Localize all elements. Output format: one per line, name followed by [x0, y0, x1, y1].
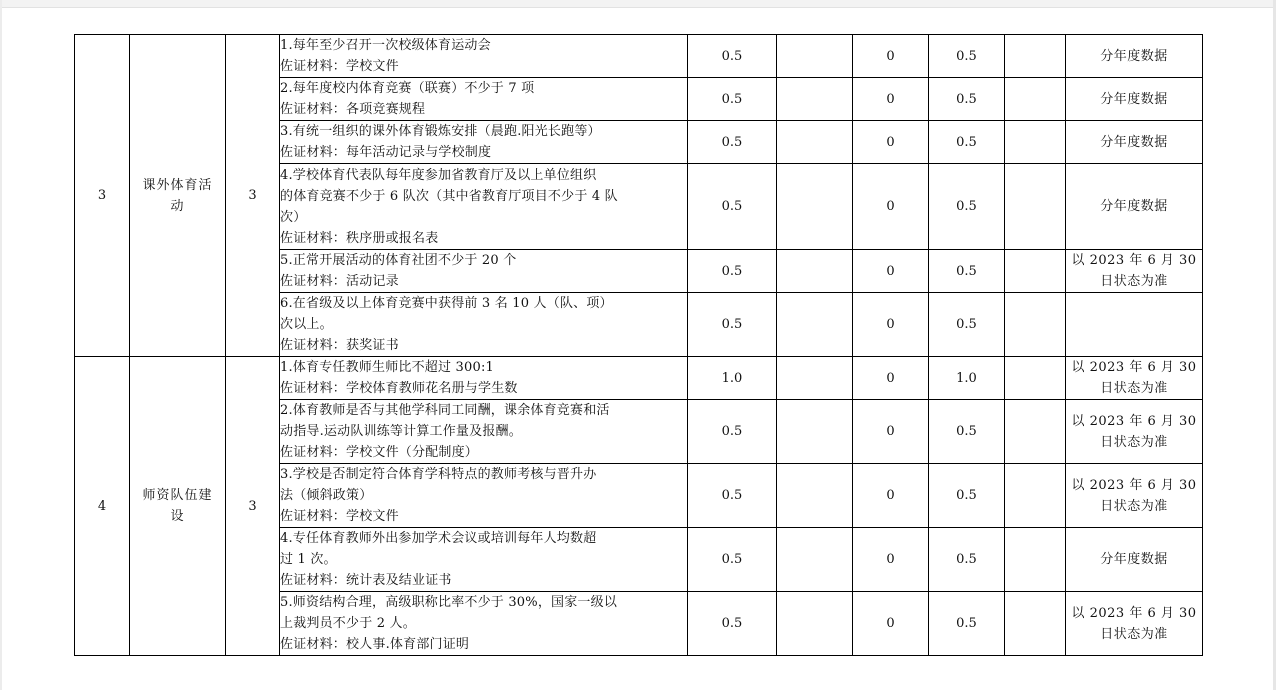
- standard-score-cell: 0.5: [688, 528, 777, 592]
- self-eval-cell: [777, 164, 853, 250]
- deduction-cell: 0: [853, 164, 929, 250]
- remark-cell: [1005, 464, 1066, 528]
- note-cell: [1066, 293, 1203, 357]
- table-row: [75, 357, 1203, 400]
- actual-score-cell: 0.5: [929, 78, 1005, 121]
- criterion-line: 6.在省级及以上体育竞赛中获得前 3 名 10 人（队、项）: [280, 296, 613, 311]
- note-cell: [1066, 464, 1203, 528]
- self-eval-cell: [777, 78, 853, 121]
- criterion-description: [280, 164, 688, 250]
- criterion-description: [280, 35, 688, 78]
- note-line: 分年度数据: [1100, 48, 1168, 64]
- criterion-line: 佐证材料：每年活动记录与学校制度: [280, 145, 492, 160]
- criterion-description: [280, 464, 688, 528]
- actual-score-cell: 0.5: [929, 528, 1005, 592]
- note-line: 日状态为准: [1100, 381, 1168, 396]
- self-eval-cell: [777, 35, 853, 78]
- note-cell: [1066, 121, 1203, 164]
- deduction-cell: 0: [853, 293, 929, 357]
- remark-cell: [1005, 400, 1066, 464]
- note-line: 分年度数据: [1100, 552, 1168, 567]
- criterion-line: 次）: [280, 209, 307, 225]
- criterion-line: 佐证材料：学校文件（分配制度）: [280, 445, 479, 460]
- remark-cell: [1005, 592, 1066, 656]
- self-eval-cell: [777, 250, 853, 293]
- criterion-description: [280, 78, 688, 121]
- self-eval-cell: [777, 357, 853, 400]
- criterion-line: 法（倾斜政策）: [280, 488, 373, 503]
- standard-score-cell: 0.5: [688, 35, 777, 78]
- section-category-line: 动: [170, 198, 185, 214]
- table-body: [75, 35, 1203, 656]
- section-category-line: 师资队伍建: [142, 488, 213, 503]
- criterion-line: 佐证材料：各项竞赛规程: [280, 102, 426, 117]
- criterion-line: 4.专任体育教师外出参加学术会议或培训每年人均数超: [280, 531, 597, 546]
- remark-cell: [1005, 164, 1066, 250]
- criterion-description: [280, 400, 688, 464]
- criterion-line: 佐证材料：活动记录: [280, 274, 399, 289]
- section-score: 3: [226, 35, 280, 357]
- note-cell: [1066, 164, 1203, 250]
- note-cell: [1066, 400, 1203, 464]
- deduction-cell: 0: [853, 250, 929, 293]
- deduction-cell: 0: [853, 121, 929, 164]
- remark-cell: [1005, 121, 1066, 164]
- note-line: 日状态为准: [1100, 498, 1168, 514]
- criterion-line: 2.每年度校内体育竞赛（联赛）不少于 7 项: [280, 81, 535, 96]
- note-line: 以 2023 年 6 月 30: [1071, 413, 1197, 429]
- criterion-description: [280, 250, 688, 293]
- actual-score-cell: 0.5: [929, 400, 1005, 464]
- standard-score-cell: 0.5: [688, 592, 777, 656]
- section-category: [130, 357, 226, 656]
- actual-score-cell: 1.0: [929, 357, 1005, 400]
- self-eval-cell: [777, 464, 853, 528]
- section-category-line: 设: [170, 509, 185, 524]
- section-number: 4: [75, 357, 130, 656]
- criterion-line: 佐证材料：学校文件: [280, 509, 399, 524]
- criterion-line: 上裁判员不少于 2 人。: [280, 616, 416, 631]
- deduction-cell: 0: [853, 35, 929, 78]
- deduction-cell: 0: [853, 78, 929, 121]
- deduction-cell: 0: [853, 400, 929, 464]
- criterion-description: [280, 592, 688, 656]
- evaluation-table: [74, 34, 1203, 656]
- criterion-line: 5.师资结构合理，高级职称比率不少于 30%，国家一级以: [280, 595, 618, 610]
- criterion-line: 动指导.运动队训练等计算工作量及报酬。: [280, 424, 522, 439]
- standard-score-cell: 0.5: [688, 400, 777, 464]
- table-row: [75, 35, 1203, 78]
- deduction-cell: 0: [853, 528, 929, 592]
- note-cell: [1066, 35, 1203, 78]
- remark-cell: [1005, 357, 1066, 400]
- criterion-line: 3.有统一组织的课外体育锻炼安排（晨跑.阳光长跑等）: [280, 124, 601, 139]
- actual-score-cell: 0.5: [929, 35, 1005, 78]
- note-line: 日状态为准: [1100, 434, 1168, 450]
- standard-score-cell: 0.5: [688, 250, 777, 293]
- note-line: 分年度数据: [1100, 199, 1168, 214]
- criterion-line: 4.学校体育代表队每年度参加省教育厅及以上单位组织: [280, 167, 597, 183]
- actual-score-cell: 0.5: [929, 464, 1005, 528]
- criterion-line: 佐证材料：获奖证书: [280, 338, 399, 353]
- criterion-description: [280, 293, 688, 357]
- note-line: 以 2023 年 6 月 30: [1071, 477, 1197, 493]
- criterion-line: 次以上。: [280, 317, 333, 332]
- criterion-line: 佐证材料：秩序册或报名表: [280, 230, 439, 246]
- self-eval-cell: [777, 400, 853, 464]
- remark-cell: [1005, 35, 1066, 78]
- criterion-description: [280, 357, 688, 400]
- criterion-line: 过 1 次。: [280, 552, 337, 567]
- criterion-line: 的体育竞赛不少于 6 队次（其中省教育厅项目不少于 4 队: [280, 188, 618, 204]
- note-line: 以 2023 年 6 月 30: [1071, 605, 1197, 621]
- remark-cell: [1005, 293, 1066, 357]
- remark-cell: [1005, 250, 1066, 293]
- criterion-description: [280, 528, 688, 592]
- criterion-line: 5.正常开展活动的体育社团不少于 20 个: [280, 253, 517, 268]
- criterion-line: 3.学校是否制定符合体育学科特点的教师考核与晋升办: [280, 467, 597, 482]
- self-eval-cell: [777, 528, 853, 592]
- note-cell: [1066, 592, 1203, 656]
- self-eval-cell: [777, 592, 853, 656]
- page-left-edge: [0, 0, 2, 690]
- note-cell: [1066, 528, 1203, 592]
- self-eval-cell: [777, 293, 853, 357]
- deduction-cell: 0: [853, 592, 929, 656]
- self-eval-cell: [777, 121, 853, 164]
- section-category: [130, 35, 226, 357]
- standard-score-cell: 0.5: [688, 293, 777, 357]
- actual-score-cell: 0.5: [929, 164, 1005, 250]
- page-top-edge: [0, 0, 1276, 8]
- note-line: 分年度数据: [1100, 91, 1168, 107]
- note-cell: [1066, 357, 1203, 400]
- section-score: 3: [226, 357, 280, 656]
- standard-score-cell: 1.0: [688, 357, 777, 400]
- criterion-line: 佐证材料：学校文件: [280, 59, 399, 74]
- remark-cell: [1005, 528, 1066, 592]
- actual-score-cell: 0.5: [929, 121, 1005, 164]
- criterion-line: 1.每年至少召开一次校级体育运动会: [280, 38, 491, 53]
- note-line: 以 2023 年 6 月 30: [1071, 253, 1197, 268]
- criterion-line: 佐证材料：校人事.体育部门证明: [280, 637, 470, 652]
- standard-score-cell: 0.5: [688, 121, 777, 164]
- actual-score-cell: 0.5: [929, 293, 1005, 357]
- remark-cell: [1005, 78, 1066, 121]
- note-line: 以 2023 年 6 月 30: [1071, 360, 1197, 375]
- deduction-cell: 0: [853, 357, 929, 400]
- standard-score-cell: 0.5: [688, 464, 777, 528]
- section-category-line: 课外体育活: [142, 177, 213, 193]
- actual-score-cell: 0.5: [929, 250, 1005, 293]
- criterion-line: 佐证材料：学校体育教师花名册与学生数: [280, 381, 518, 396]
- criterion-line: 1.体育专任教师生师比不超过 300:1: [280, 360, 494, 375]
- section-number: 3: [75, 35, 130, 357]
- criterion-description: [280, 121, 688, 164]
- note-line: 日状态为准: [1100, 274, 1168, 289]
- criterion-line: 佐证材料：统计表及结业证书: [280, 573, 452, 588]
- note-cell: [1066, 78, 1203, 121]
- note-line: 分年度数据: [1100, 134, 1168, 150]
- criterion-line: 2.体育教师是否与其他学科同工同酬，课余体育竞赛和活: [280, 403, 610, 418]
- note-cell: [1066, 250, 1203, 293]
- note-line: 日状态为准: [1100, 626, 1168, 642]
- standard-score-cell: 0.5: [688, 164, 777, 250]
- standard-score-cell: 0.5: [688, 78, 777, 121]
- deduction-cell: 0: [853, 464, 929, 528]
- actual-score-cell: 0.5: [929, 592, 1005, 656]
